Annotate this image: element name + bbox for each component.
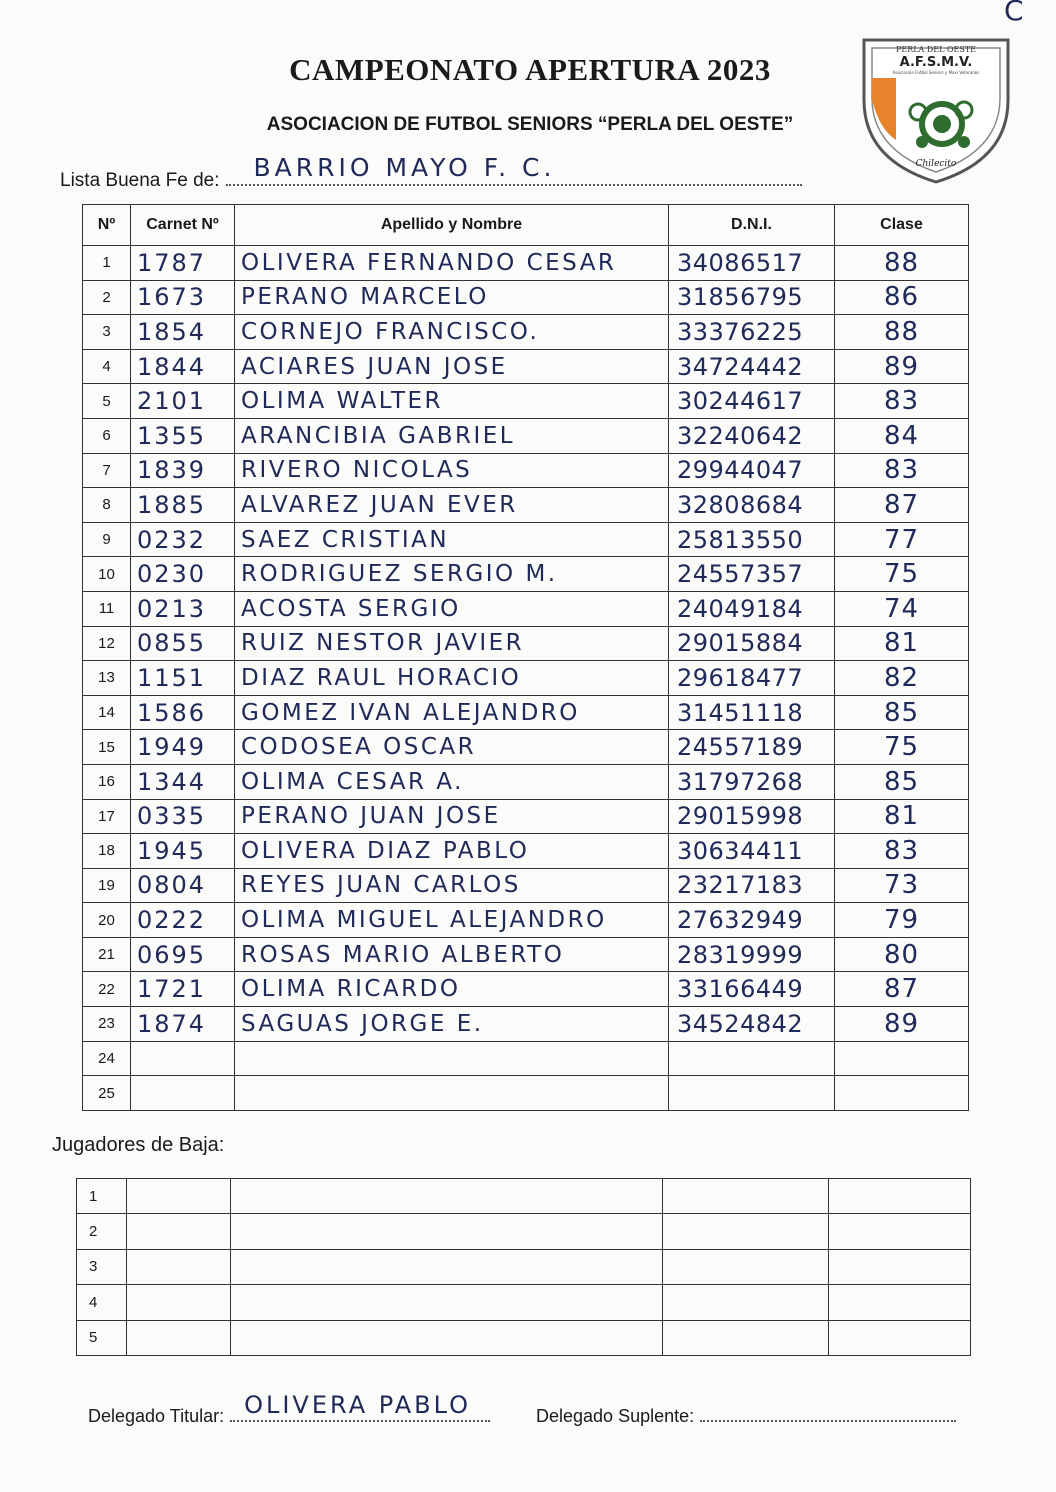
team-name: BARRIO MAYO F. C.	[253, 153, 556, 182]
row-carnet: 1344	[131, 764, 235, 799]
roster-row	[83, 661, 969, 696]
header-clase: Clase	[835, 205, 969, 246]
row-clase: 83	[835, 453, 969, 488]
row-carnet: 0804	[131, 868, 235, 903]
row-dni: 30634411	[669, 834, 835, 869]
row-number: 4	[83, 349, 131, 384]
roster-row	[83, 1076, 969, 1111]
baja-empty-cell	[663, 1179, 829, 1214]
team-field	[226, 153, 803, 186]
baja-empty-cell	[231, 1285, 663, 1320]
team-line	[60, 153, 802, 192]
row-player-name: RIVERO NICOLAS	[235, 453, 669, 488]
row-carnet: 1854	[131, 315, 235, 350]
delegado-suplente-line	[536, 1400, 956, 1427]
roster-header-row	[83, 205, 969, 246]
baja-empty-cell	[829, 1179, 971, 1214]
baja-empty-cell	[127, 1179, 231, 1214]
row-player-name	[235, 1076, 669, 1111]
row-player-name: PERANO MARCELO	[235, 280, 669, 315]
row-clase: 73	[835, 868, 969, 903]
row-carnet: 0232	[131, 522, 235, 557]
roster-row	[83, 418, 969, 453]
row-number: 15	[83, 730, 131, 765]
row-number: 25	[83, 1076, 131, 1111]
page-title: CAMPEONATO APERTURA 2023	[289, 52, 771, 87]
delegado-titular-line	[88, 1391, 490, 1427]
delegado-suplente-field	[700, 1400, 956, 1422]
row-number: 7	[83, 453, 131, 488]
row-dni: 24557189	[669, 730, 835, 765]
row-carnet: 1874	[131, 1007, 235, 1042]
row-carnet: 0222	[131, 903, 235, 938]
row-number: 17	[83, 799, 131, 834]
row-dni: 23217183	[669, 868, 835, 903]
row-number: 8	[83, 488, 131, 523]
row-carnet: 1844	[131, 349, 235, 384]
row-player-name: OLIMA WALTER	[235, 384, 669, 419]
row-carnet: 1673	[131, 280, 235, 315]
row-dni	[669, 1041, 835, 1076]
row-player-name: REYES JUAN CARLOS	[235, 868, 669, 903]
baja-empty-cell	[127, 1285, 231, 1320]
roster-row	[83, 730, 969, 765]
delegado-titular-name: OLIVERA PABLO	[244, 1391, 471, 1419]
row-carnet: 0230	[131, 557, 235, 592]
row-dni: 34524842	[669, 1007, 835, 1042]
row-carnet: 0213	[131, 591, 235, 626]
roster-row	[83, 834, 969, 869]
baja-row	[77, 1285, 971, 1320]
row-clase: 75	[835, 730, 969, 765]
row-player-name: RUIZ NESTOR JAVIER	[235, 626, 669, 661]
roster-row	[83, 384, 969, 419]
row-clase	[835, 1076, 969, 1111]
page-subtitle: ASOCIACION DE FUTBOL SENIORS “PERLA DEL OESTE”	[266, 114, 794, 135]
team-label: Lista Buena Fe de:	[60, 170, 220, 191]
row-carnet: 1355	[131, 418, 235, 453]
row-player-name: OLIMA CESAR A.	[235, 764, 669, 799]
row-clase: 87	[835, 488, 969, 523]
row-number: 3	[83, 315, 131, 350]
baja-row-number: 5	[77, 1320, 127, 1355]
row-player-name: OLIVERA FERNANDO CESAR	[235, 246, 669, 281]
row-player-name	[235, 1041, 669, 1076]
baja-row	[77, 1214, 971, 1249]
roster-row	[83, 557, 969, 592]
row-player-name: PERANO JUAN JOSE	[235, 799, 669, 834]
row-carnet: 1586	[131, 695, 235, 730]
row-player-name: ALVAREZ JUAN EVER	[235, 488, 669, 523]
row-player-name: SAEZ CRISTIAN	[235, 522, 669, 557]
row-carnet: 1839	[131, 453, 235, 488]
row-number: 5	[83, 384, 131, 419]
row-dni: 29015998	[669, 799, 835, 834]
row-dni: 31856795	[669, 280, 835, 315]
header-carnet: Carnet Nº	[131, 205, 235, 246]
baja-empty-cell	[663, 1320, 829, 1355]
row-player-name: RODRIGUEZ SERGIO M.	[235, 557, 669, 592]
baja-row	[77, 1249, 971, 1284]
row-carnet: 1151	[131, 661, 235, 696]
row-number: 23	[83, 1007, 131, 1042]
roster-row	[83, 522, 969, 557]
logo-small-text: Asociación Futbol Seniors y Maxi Veteranos	[892, 70, 980, 75]
row-dni: 29618477	[669, 661, 835, 696]
baja-row	[77, 1179, 971, 1214]
row-clase: 81	[835, 799, 969, 834]
row-dni: 34724442	[669, 349, 835, 384]
delegado-titular-label: Delegado Titular:	[88, 1406, 225, 1426]
row-clase: 83	[835, 834, 969, 869]
row-dni: 32808684	[669, 488, 835, 523]
row-number: 11	[83, 591, 131, 626]
baja-empty-cell	[231, 1179, 663, 1214]
roster-row	[83, 349, 969, 384]
baja-row-number: 4	[77, 1285, 127, 1320]
roster-row	[83, 280, 969, 315]
baja-row-number: 1	[77, 1179, 127, 1214]
logo-acronym: A.F.S.M.V.	[899, 55, 973, 70]
row-dni: 31797268	[669, 764, 835, 799]
row-player-name: SAGUAS JORGE E.	[235, 1007, 669, 1042]
roster-table	[82, 204, 969, 1111]
roster-row	[83, 453, 969, 488]
baja-empty-cell	[663, 1214, 829, 1249]
row-carnet: 0335	[131, 799, 235, 834]
row-number: 12	[83, 626, 131, 661]
row-player-name: ACIARES JUAN JOSE	[235, 349, 669, 384]
baja-empty-cell	[829, 1285, 971, 1320]
row-carnet: 0695	[131, 937, 235, 972]
baja-empty-cell	[663, 1285, 829, 1320]
row-clase: 85	[835, 695, 969, 730]
row-dni: 28319999	[669, 937, 835, 972]
row-clase: 82	[835, 661, 969, 696]
row-dni: 24049184	[669, 591, 835, 626]
baja-table	[76, 1178, 971, 1356]
row-number: 9	[83, 522, 131, 557]
row-clase: 80	[835, 937, 969, 972]
row-number: 22	[83, 972, 131, 1007]
roster-row	[83, 1007, 969, 1042]
row-clase: 88	[835, 315, 969, 350]
logo-top-text: PERLA DEL OESTE	[895, 45, 977, 54]
row-dni: 29015884	[669, 626, 835, 661]
row-dni: 29944047	[669, 453, 835, 488]
row-dni: 25813550	[669, 522, 835, 557]
row-number: 14	[83, 695, 131, 730]
roster-row	[83, 972, 969, 1007]
row-carnet	[131, 1041, 235, 1076]
row-number: 21	[83, 937, 131, 972]
row-carnet: 1949	[131, 730, 235, 765]
row-player-name: DIAZ RAUL HORACIO	[235, 661, 669, 696]
logo-bottom-text: Chilecito	[915, 159, 957, 169]
row-dni: 33166449	[669, 972, 835, 1007]
row-dni	[669, 1076, 835, 1111]
roster-row	[83, 315, 969, 350]
baja-label: Jugadores de Baja:	[52, 1134, 225, 1156]
row-player-name: OLIVERA DIAZ PABLO	[235, 834, 669, 869]
baja-row-number: 2	[77, 1214, 127, 1249]
roster-row	[83, 903, 969, 938]
roster-row	[83, 591, 969, 626]
baja-empty-cell	[231, 1214, 663, 1249]
roster-row	[83, 246, 969, 281]
row-carnet: 1885	[131, 488, 235, 523]
row-carnet: 2101	[131, 384, 235, 419]
row-number: 20	[83, 903, 131, 938]
delegado-suplente-label: Delegado Suplente:	[536, 1406, 695, 1426]
row-carnet: 1787	[131, 246, 235, 281]
row-player-name: ACOSTA SERGIO	[235, 591, 669, 626]
baja-empty-cell	[663, 1249, 829, 1284]
row-player-name: OLIMA MIGUEL ALEJANDRO	[235, 903, 669, 938]
row-clase: 85	[835, 764, 969, 799]
association-logo	[856, 30, 1016, 190]
baja-row-number: 3	[77, 1249, 127, 1284]
row-player-name: CORNEJO FRANCISCO.	[235, 315, 669, 350]
row-number: 10	[83, 557, 131, 592]
row-player-name: ROSAS MARIO ALBERTO	[235, 937, 669, 972]
row-dni: 27632949	[669, 903, 835, 938]
row-clase: 89	[835, 1007, 969, 1042]
row-player-name: CODOSEA OSCAR	[235, 730, 669, 765]
roster-row	[83, 764, 969, 799]
roster-row	[83, 695, 969, 730]
baja-empty-cell	[127, 1249, 231, 1284]
row-clase: 84	[835, 418, 969, 453]
roster-row	[83, 488, 969, 523]
row-dni: 31451118	[669, 695, 835, 730]
row-player-name: GOMEZ IVAN ALEJANDRO	[235, 695, 669, 730]
corner-mark: C	[1004, 0, 1026, 27]
row-dni: 32240642	[669, 418, 835, 453]
row-player-name: OLIMA RICARDO	[235, 972, 669, 1007]
baja-empty-cell	[127, 1214, 231, 1249]
row-number: 24	[83, 1041, 131, 1076]
row-number: 6	[83, 418, 131, 453]
row-number: 18	[83, 834, 131, 869]
baja-empty-cell	[829, 1249, 971, 1284]
row-clase: 75	[835, 557, 969, 592]
row-clase: 81	[835, 626, 969, 661]
row-clase: 88	[835, 246, 969, 281]
row-dni: 30244617	[669, 384, 835, 419]
row-clase: 83	[835, 384, 969, 419]
delegado-titular-field	[230, 1391, 490, 1422]
row-player-name: ARANCIBIA GABRIEL	[235, 418, 669, 453]
row-number: 13	[83, 661, 131, 696]
row-carnet: 1721	[131, 972, 235, 1007]
row-dni: 33376225	[669, 315, 835, 350]
baja-empty-cell	[127, 1320, 231, 1355]
row-clase: 74	[835, 591, 969, 626]
row-carnet	[131, 1076, 235, 1111]
roster-row	[83, 937, 969, 972]
baja-row	[77, 1320, 971, 1355]
row-number: 2	[83, 280, 131, 315]
row-clase: 87	[835, 972, 969, 1007]
header-name: Apellido y Nombre	[235, 205, 669, 246]
row-dni: 34086517	[669, 246, 835, 281]
row-carnet: 0855	[131, 626, 235, 661]
row-clase: 89	[835, 349, 969, 384]
row-clase: 86	[835, 280, 969, 315]
row-carnet: 1945	[131, 834, 235, 869]
baja-empty-cell	[829, 1320, 971, 1355]
header-number: Nº	[83, 205, 131, 246]
row-number: 1	[83, 246, 131, 281]
roster-row	[83, 799, 969, 834]
baja-empty-cell	[231, 1320, 663, 1355]
row-clase: 79	[835, 903, 969, 938]
row-number: 19	[83, 868, 131, 903]
row-clase: 77	[835, 522, 969, 557]
roster-row	[83, 626, 969, 661]
row-dni: 24557357	[669, 557, 835, 592]
roster-row	[83, 1041, 969, 1076]
baja-empty-cell	[231, 1249, 663, 1284]
baja-empty-cell	[829, 1214, 971, 1249]
row-number: 16	[83, 764, 131, 799]
roster-row	[83, 868, 969, 903]
header-dni: D.N.I.	[669, 205, 835, 246]
row-clase	[835, 1041, 969, 1076]
